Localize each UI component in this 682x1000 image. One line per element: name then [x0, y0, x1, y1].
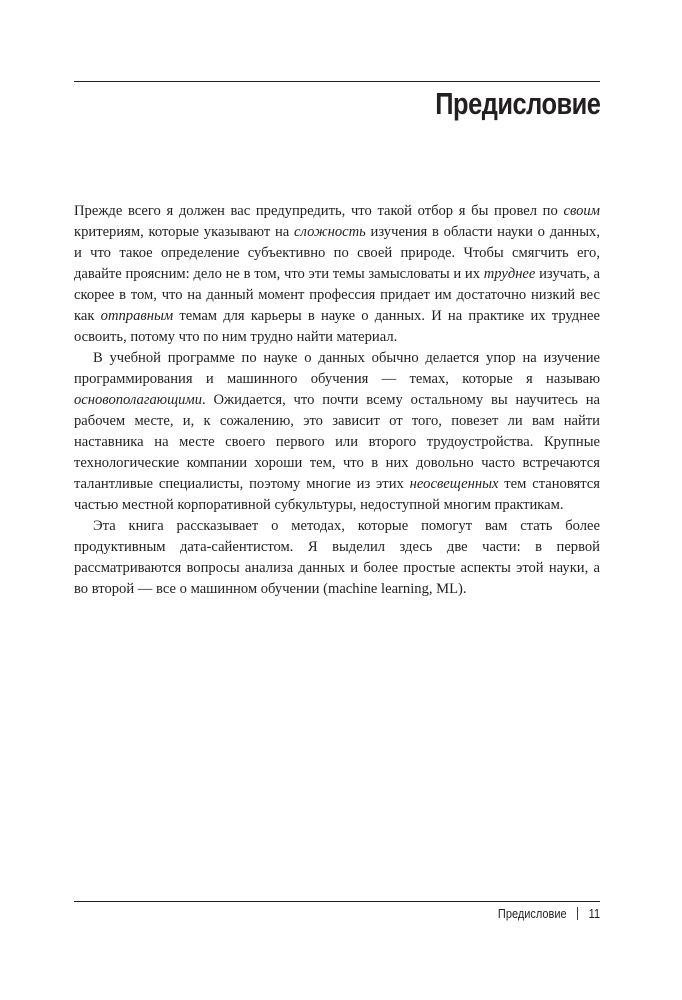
- text-run: критериям, которые указывают на: [74, 224, 295, 240]
- text-run: Эта книга рассказывает о методах, которые помогут вам стать более продуктивным дата-сайентистом. Я выделил здесь две части: в первой рассматриваются вопросы анализа данных и более простые аспекты этой науки, а во второй — все о машинном обучении (machine learning, ML).: [74, 518, 600, 597]
- emphasis: основополагающими: [74, 392, 203, 408]
- emphasis: сложность: [294, 224, 366, 240]
- text-run: темам для карьеры в науке о данных. И на практике их труднее освоить, потому что по ним трудно найти материал.: [74, 308, 600, 345]
- emphasis: своим: [563, 203, 600, 219]
- text-run: тем становятся частью местной корпоративной субкультуры, недоступной многим практикам.: [74, 476, 600, 513]
- running-footer: [498, 907, 600, 921]
- emphasis: неосвещенных: [409, 476, 499, 492]
- emphasis: труднее: [483, 266, 536, 282]
- text-run: изучать, а скорее в том, что на данный момент профессия придает им достаточно низкий вес как: [74, 266, 600, 324]
- paragraph: [74, 201, 600, 348]
- body-text: [74, 201, 600, 600]
- page-number: 11: [588, 907, 600, 921]
- footer-separator: [577, 907, 578, 920]
- text-run: . Ожидается, что почти всему остальному вы научитесь на рабочем месте, и, к сожалению, это зависит от того, повезет ли вам найти наставника на месте своего первого или второго трудоустройства. Крупные технологические компании хороши тем, что в них довольно часто встречаются талантливые специалисты, поэтому многие из этих: [74, 392, 600, 492]
- footer-section-title: Предисловие: [497, 907, 567, 921]
- text-run: Прежде всего я должен вас предупредить, что такой отбор я бы провел по: [74, 203, 564, 219]
- chapter-title: Предисловие: [434, 86, 600, 121]
- paragraph: [74, 348, 600, 516]
- text-run: В учебной программе по науке о данных обычно делается упор на изучение программирования и машинного обучения — темах, которые я называю: [74, 350, 600, 387]
- bottom-rule: [74, 901, 600, 902]
- top-rule: [74, 81, 600, 82]
- emphasis: отправным: [100, 308, 174, 324]
- text-run: изучения в области науки о данных, и что такое определение субъективно по своей природе. Чтобы смягчить его, давайте проясним: дело не в том, что эти темы замысловаты и их: [74, 224, 600, 282]
- paragraph: [74, 516, 600, 600]
